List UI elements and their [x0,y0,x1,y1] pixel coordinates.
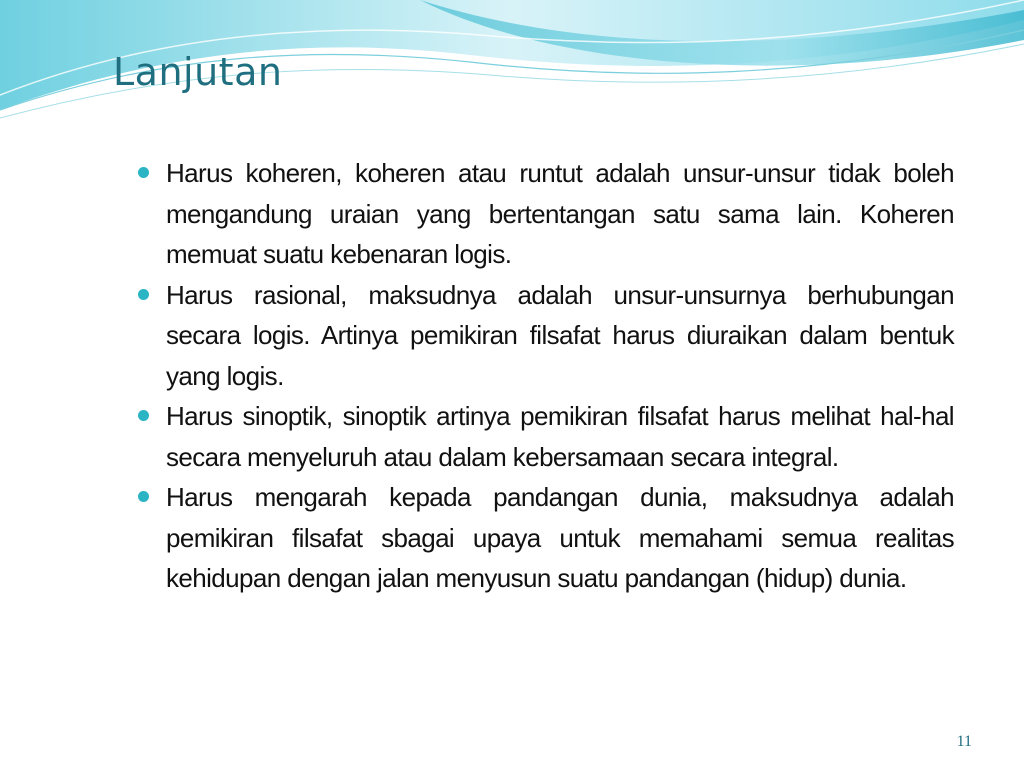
bullet-dot-icon [138,410,149,421]
page-number: 11 [956,733,972,750]
list-item [138,275,954,397]
list-item [138,477,954,599]
list-item [138,153,954,275]
bullet-dot-icon [138,289,149,300]
slide-title: Lanjutan [113,50,283,94]
bullet-text: Harus koheren, koheren atau runtut adalah unsur-unsur tidak boleh mengandung uraian yang bertentangan satu sama lain. Koheren memuat suatu kebenaran logis. [166,158,954,269]
bullet-text: Harus rasional, maksudnya adalah unsur-unsurnya berhubungan secara logis. Artinya pemikiran filsafat harus diuraikan dalam bentuk yang logis. [166,279,954,391]
bullet-text: Harus sinoptik, sinoptik artinya pemikiran filsafat harus melihat hal-hal secara menyeluruh atau dalam kebersamaan secara integral. [166,401,954,472]
bullet-text: Harus mengarah kepada pandangan dunia, maksudnya adalah pemikiran filsafat sbagai upaya untuk memahami semua realitas kehidupan dengan jalan menyusun suatu pandangan (hidup) dunia. [166,482,954,593]
list-item [138,396,954,477]
bullet-dot-icon [138,491,149,502]
bullet-dot-icon [138,167,149,178]
bullet-list [138,153,954,599]
